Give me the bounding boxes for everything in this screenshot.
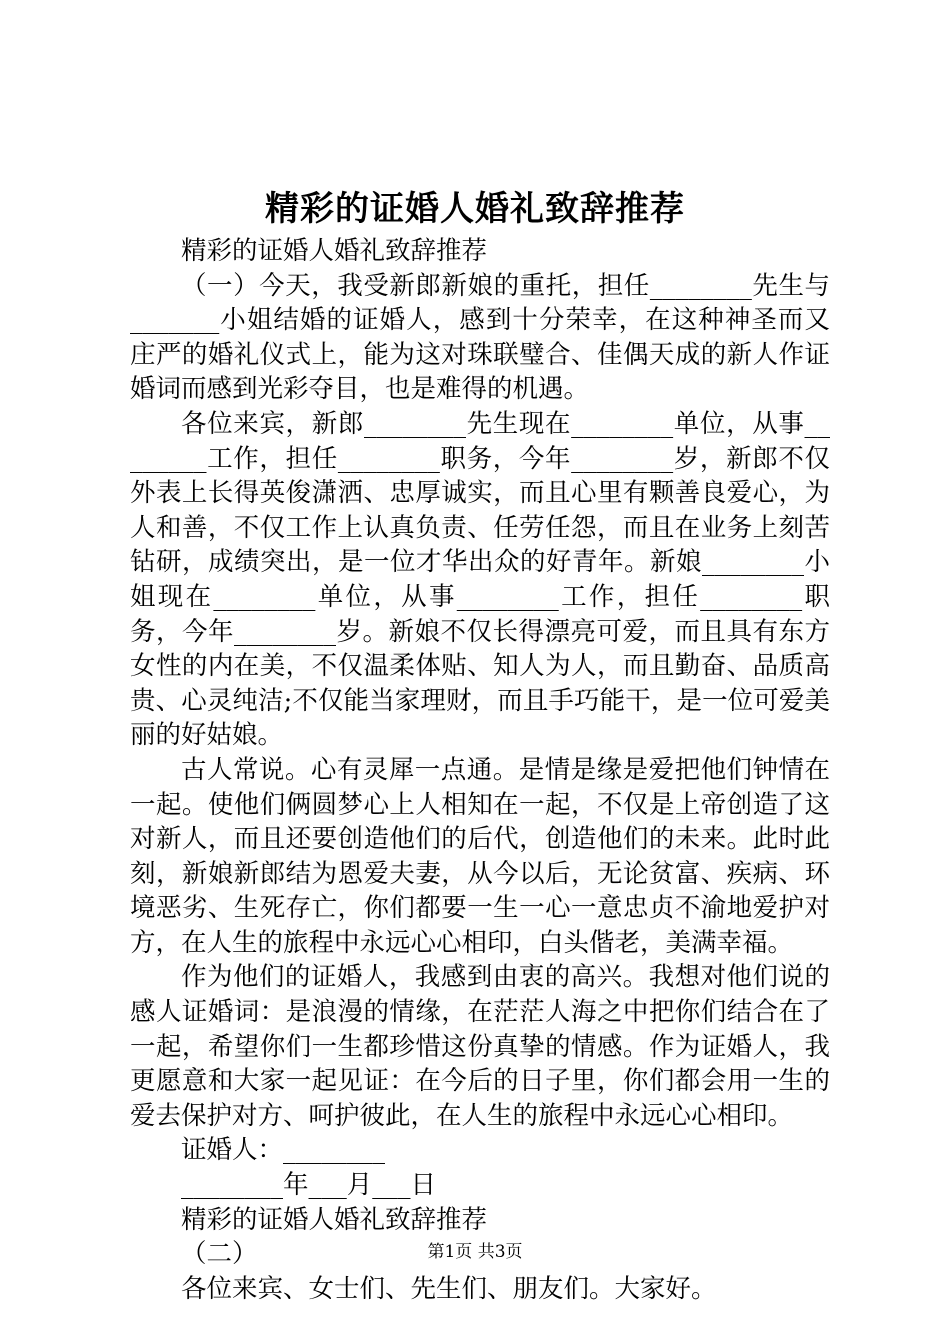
paragraph-intro: （一）今天，我受新郎新娘的重托，担任________先生与_______小姐结婚的证婚人，感到十分荣幸，在这种神圣而又庄严的婚礼仪式上，能为这对珠联璧合、佳偶天成的新人作证婚词而感到光彩夺目，也是难得的机遇。 [130, 270, 830, 405]
paragraph-witness-wishes: 作为他们的证婚人，我感到由衷的高兴。我想对他们说的感人证婚词：是浪漫的情缘，在茫茫人海之中把你们结合在了一起，希望你们一生都珍惜这份真挚的情感。作为证婚人，我更愿意和大家一起见证：在今后的日子里，你们都会用一生的爱去保护对方、呵护彼此，在人生的旅程中永远心心相印。 [130, 962, 830, 1131]
paragraph-witness-signature: 证婚人：________ [181, 1135, 386, 1166]
page-footer: 第1页 共3页 [427, 1242, 523, 1262]
paragraph-greeting: 各位来宾、女士们、先生们、朋友们。大家好。 [181, 1273, 717, 1304]
paragraph-couple-description: 各位来宾，新郎________先生现在________单位，从事________工作，担任________职务，今年________岁，新郎不仅外表上长得英俊潇洒、忠厚诚实，而且心里有颗善良爱心，为人和善，不仅工作上认真负责、任劳任怨，而且在业务上刻苦钻研，成绩突出，是一位才华出众的好青年。新娘________小姐现在________单位，从事________工作，担任________职务，今年________岁。新娘不仅长得漂亮可爱，而且具有东方女性的内在美，不仅温柔体贴、知人为人，而且勤奋、品质高贵、心灵纯洁;不仅能当家理财，而且手巧能干，是一位可爱美丽的好姑娘。 [130, 408, 830, 751]
paragraph-second-title: 精彩的证婚人婚礼致辞推荐 [181, 1204, 488, 1235]
document-title: 精彩的证婚人婚礼致辞推荐 [265, 189, 685, 229]
paragraph-section-two: （二） [181, 1239, 258, 1270]
paragraph-date: ________年___月___日 [181, 1170, 437, 1201]
paragraph-ancient-saying: 古人常说。心有灵犀一点通。是情是缘是爱把他们钟情在一起。使他们俩圆梦心上人相知在一起，不仅是上帝创造了这对新人，而且还要创造他们的后代，创造他们的未来。此时此刻，新娘新郎结为恩爱夫妻，从今以后，无论贫富、疾病、环境恶劣、生死存亡，你们都要一生一心一意忠贞不渝地爱护对方，在人生的旅程中永远心心相印，白头偕老，美满幸福。 [130, 754, 830, 958]
paragraph-subtitle: 精彩的证婚人婚礼致辞推荐 [181, 236, 488, 266]
document-body [130, 234, 830, 1306]
